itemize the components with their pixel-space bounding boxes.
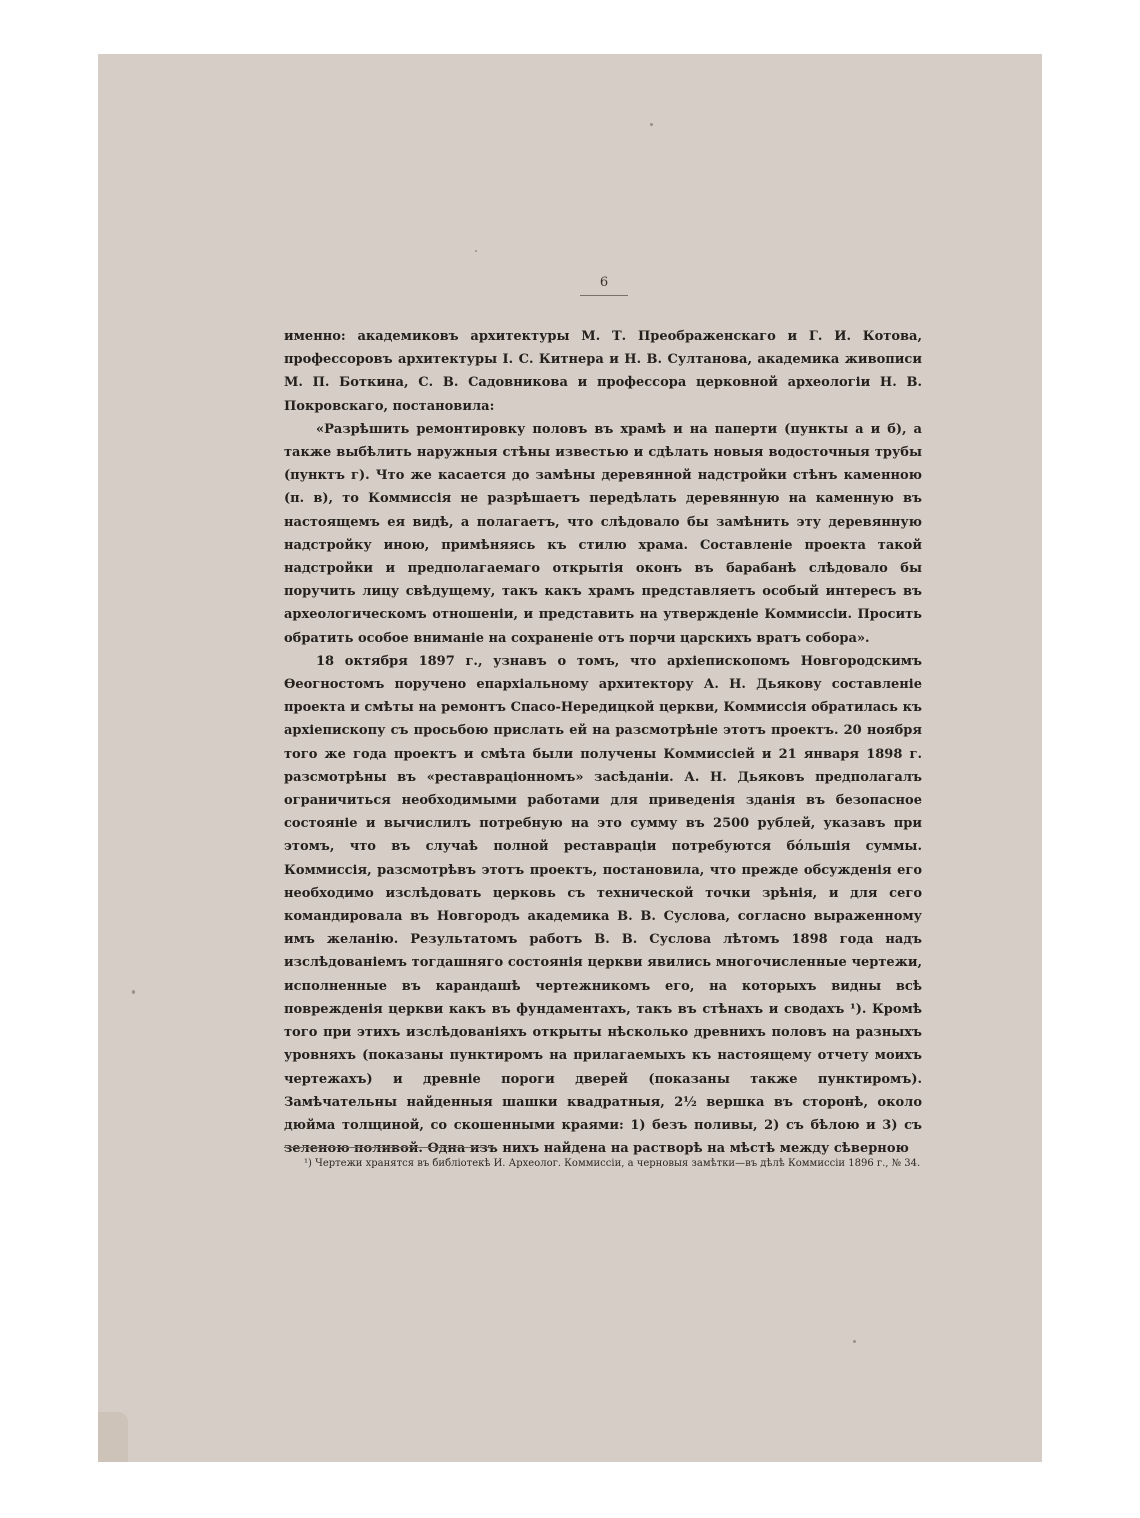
- page-edge-tab: [98, 1412, 128, 1462]
- scan-speck: [650, 123, 653, 126]
- body-text: [284, 325, 922, 1160]
- footnote-rule: [284, 1147, 496, 1148]
- page-number: 6: [599, 275, 609, 290]
- footnote: ¹) Чертежи хранятся въ библіотекѣ И. Археолог. Коммиссіи, а черновыя замѣтки—въ дѣлѣ Коммиссіи 1896 г., № 34.: [304, 1158, 921, 1169]
- paragraph: «Разрѣшить ремонтировку половъ въ храмѣ и на паперти (пункты а и б), а также выбѣлить наружныя стѣны известью и сдѣлать новыя водосточныя трубы (пунктъ г). Что же касается до замѣны деревянной надстройки стѣнъ каменною (п. в), то Коммиссія не разрѣшаетъ передѣлать деревянную на каменную въ настоящемъ ея видѣ, а полагаетъ, что слѣдовало бы замѣнить эту деревянную надстройку иною, примѣняясь къ стилю храма. Составленіе проекта такой надстройки и предполагаемаго открытія оконъ въ барабанѣ слѣдовало бы поручить лицу свѣдущему, такъ какъ храмъ представляетъ особый интересъ въ археологическомъ отношеніи, и представить на утвержденіе Коммиссіи. Просить обратить особое вниманіе на сохраненіе отъ порчи царскихъ вратъ собора».: [284, 421, 922, 646]
- paragraph: 18 октября 1897 г., узнавъ о томъ, что архіепископомъ Новгородскимъ Ѳеогностомъ поручено епархіальному архитектору А. Н. Дьякову составленіе проекта и смѣты на ремонтъ Спасо-Нередицкой церкви, Коммиссія обратилась къ архіепископу съ просьбою прислать ей на разсмотрѣніе этотъ проектъ. 20 ноября того же года проектъ и смѣта были получены Коммиссіей и 21 января 1898 г. разсмотрѣны въ «реставраціонномъ» засѣданіи. А. Н. Дьяковъ предполагалъ ограничиться необходимыми работами для приведенія зданія въ безопасное состояніе и вычислилъ потребную на это сумму въ 2500 рублей, указавъ при этомъ, что въ случаѣ полной реставраціи потребуются бóльшія суммы. Коммиссія, разсмотрѣвъ этотъ проектъ, постановила, что прежде обсужденія его необходимо изслѣдовать церковь съ технической точки зрѣнія, и для сего командировала въ Новгородъ академика В. В. Суслова, согласно выраженному имъ желанію. Результатомъ работъ В. В. Суслова лѣтомъ 1898 года надъ изслѣдованіемъ тогдашняго состоянія церкви явились многочисленные чертежи, исполненные въ карандашѣ чертежникомъ его, на которыхъ видны всѣ поврежденія церкви какъ въ фундаментахъ, такъ въ стѣнахъ и сводахъ ¹). Кромѣ того при этихъ изслѣдованіяхъ открыты нѣсколько древнихъ половъ на разныхъ уровняхъ (показаны пунктиромъ на прилагаемыхъ къ настоящему отчету моихъ чертежахъ) и древніе пороги дверей (показаны также пунктиромъ). Замѣчательны найденныя шашки квадратныя, 2½ вершка въ сторонѣ, около дюйма толщиной, со скошенными краями: 1) безъ поливы, 2) съ бѣлою и 3) съ зеленою поливой. Одна изъ нихъ найдена на растворѣ на мѣстѣ между сѣверною: [284, 653, 922, 1157]
- scan-speck: [475, 250, 477, 252]
- page-number-rule: [580, 295, 628, 296]
- scan-speck: [132, 990, 135, 994]
- paragraph: именно: академиковъ архитектуры М. Т. Преображенскаго и Г. И. Котова, профессоровъ архитектуры I. С. Китнера и Н. В. Султанова, академика живописи М. П. Боткина, С. В. Садовникова и профессора церковной археологіи Н. В. Покровскаго, постановила:: [284, 329, 922, 414]
- scan-speck: [853, 1340, 856, 1343]
